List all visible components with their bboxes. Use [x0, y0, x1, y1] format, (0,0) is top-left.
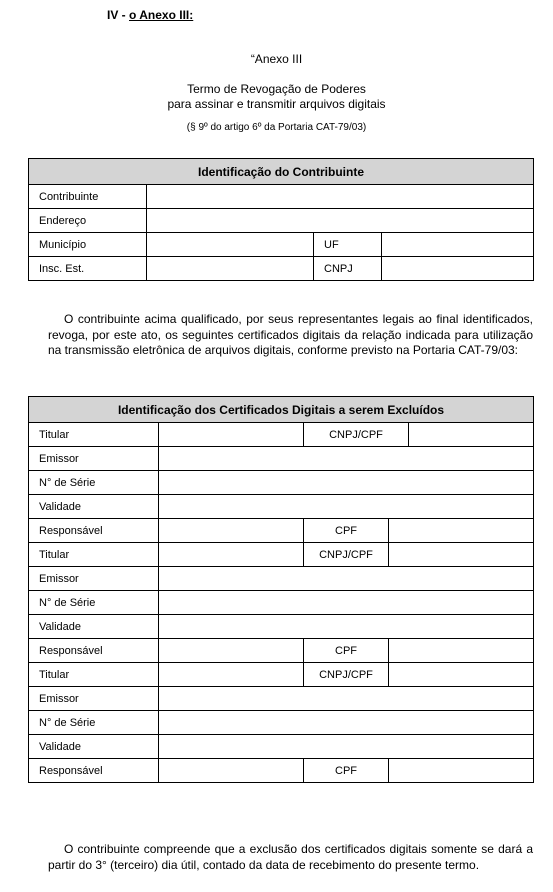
cpf-label: CPF — [304, 519, 389, 543]
revocation-paragraph-text: O contribuinte acima qualificado, por seus representantes legais ao final identificados, revoga, por este ato, os seguintes certificados digitais da relação indicada para utilização na transmissão eletrônica de arquivos digitais, conforme previsto na Portaria CAT-79/03: — [48, 312, 533, 357]
titular-label: Titular — [29, 423, 159, 447]
exclusion-paragraph — [48, 842, 533, 873]
cnpj-label: CNPJ — [314, 257, 382, 281]
uf-label: UF — [314, 233, 382, 257]
endereco-label: Endereço — [29, 209, 147, 233]
emissor-label: Emissor — [29, 687, 159, 711]
titular-label: Titular — [29, 543, 159, 567]
validade-label: Validade — [29, 735, 159, 759]
termo-title-line2: para assinar e transmitir arquivos digitais — [167, 97, 386, 111]
cnpj-cpf-label: CNPJ/CPF — [304, 543, 389, 567]
certificados-table — [28, 396, 534, 783]
revocation-paragraph — [48, 312, 533, 359]
validade-field[interactable] — [159, 615, 534, 639]
numero-serie-field[interactable] — [159, 711, 534, 735]
emissor-label: Emissor — [29, 447, 159, 471]
endereco-field[interactable] — [147, 209, 534, 233]
cnpj-cpf-label: CNPJ/CPF — [304, 423, 409, 447]
termo-title-line1: Termo de Revogação de Poderes — [187, 82, 366, 96]
uf-field[interactable] — [382, 233, 534, 257]
titular-field[interactable] — [159, 543, 304, 567]
cpf-label: CPF — [304, 759, 389, 783]
municipio-label: Município — [29, 233, 147, 257]
responsavel-label: Responsável — [29, 639, 159, 663]
section-heading — [107, 8, 193, 22]
titular-field[interactable] — [159, 663, 304, 687]
validade-label: Validade — [29, 495, 159, 519]
emissor-field[interactable] — [159, 447, 534, 471]
numero-serie-field[interactable] — [159, 591, 534, 615]
contribuinte-field[interactable] — [147, 185, 534, 209]
emissor-field[interactable] — [159, 567, 534, 591]
certificados-table-title: Identificação dos Certificados Digitais a serem Excluídos — [29, 397, 534, 423]
municipio-field[interactable] — [147, 233, 314, 257]
validade-label: Validade — [29, 615, 159, 639]
emissor-field[interactable] — [159, 687, 534, 711]
insc-est-field[interactable] — [147, 257, 314, 281]
numero-serie-label: N° de Série — [29, 711, 159, 735]
cpf-field[interactable] — [389, 639, 534, 663]
cnpj-field[interactable] — [382, 257, 534, 281]
insc-est-label: Insc. Est. — [29, 257, 147, 281]
cpf-field[interactable] — [389, 759, 534, 783]
exclusion-paragraph-text: O contribuinte compreende que a exclusão dos certificados digitais somente se dará a partir do 3° (terceiro) dia útil, contado da data de recebimento do presente termo. — [48, 842, 533, 872]
section-heading-prefix: IV - — [107, 8, 130, 22]
anexo-title: “Anexo III — [250, 52, 303, 66]
responsavel-field[interactable] — [159, 759, 304, 783]
section-heading-title: o Anexo III: — [129, 8, 194, 22]
responsavel-field[interactable] — [159, 519, 304, 543]
termo-reference: (§ 9º do artigo 6º da Portaria CAT-79/03) — [186, 122, 367, 133]
contribuinte-table — [28, 158, 534, 281]
contribuinte-table-title: Identificação do Contribuinte — [29, 159, 534, 185]
validade-field[interactable] — [159, 495, 534, 519]
validade-field[interactable] — [159, 735, 534, 759]
contribuinte-label: Contribuinte — [29, 185, 147, 209]
cnpj-cpf-field[interactable] — [409, 423, 534, 447]
cpf-field[interactable] — [389, 519, 534, 543]
titular-label: Titular — [29, 663, 159, 687]
numero-serie-label: N° de Série — [29, 591, 159, 615]
cnpj-cpf-field[interactable] — [389, 663, 534, 687]
numero-serie-field[interactable] — [159, 471, 534, 495]
cpf-label: CPF — [304, 639, 389, 663]
responsavel-field[interactable] — [159, 639, 304, 663]
responsavel-label: Responsável — [29, 759, 159, 783]
responsavel-label: Responsável — [29, 519, 159, 543]
cnpj-cpf-field[interactable] — [389, 543, 534, 567]
emissor-label: Emissor — [29, 567, 159, 591]
titular-field[interactable] — [159, 423, 304, 447]
cnpj-cpf-label: CNPJ/CPF — [304, 663, 389, 687]
numero-serie-label: N° de Série — [29, 471, 159, 495]
